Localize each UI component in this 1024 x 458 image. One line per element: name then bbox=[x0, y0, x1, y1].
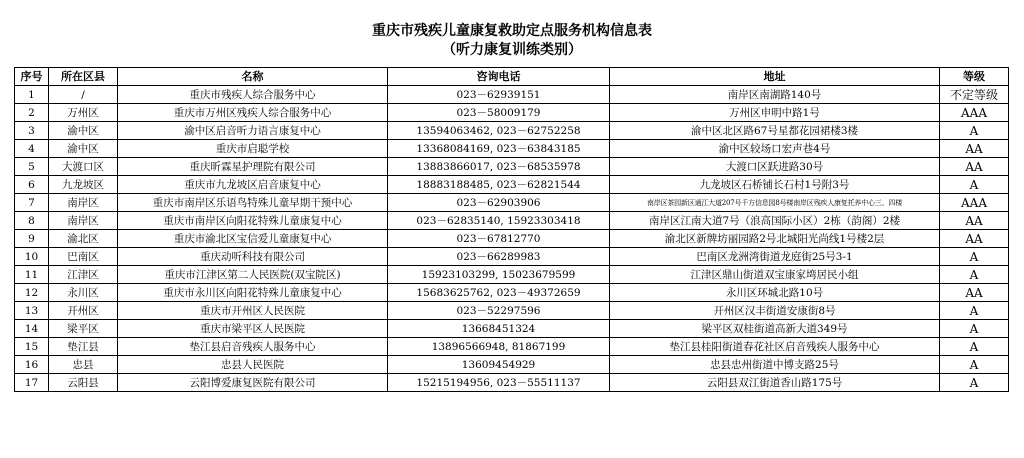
cell-name: 重庆市南岸区向阳花特殊儿童康复中心 bbox=[118, 212, 388, 230]
cell-address: 开州区汉丰街道安康街8号 bbox=[610, 302, 940, 320]
table-row bbox=[15, 104, 1009, 122]
cell-phone: 023－62835140, 15923303418 bbox=[388, 212, 610, 230]
cell-address: 南岸区江南大道7号（浪高国际小区）2栋（韵阁）2楼 bbox=[610, 212, 940, 230]
cell-index: 14 bbox=[15, 320, 49, 338]
cell-index: 10 bbox=[15, 248, 49, 266]
cell-index: 16 bbox=[15, 356, 49, 374]
cell-grade: A bbox=[940, 176, 1009, 194]
institution-table bbox=[14, 67, 1009, 392]
cell-name: 云阳博爱康复医院有限公司 bbox=[118, 374, 388, 392]
cell-address: 云阳县双江街道香山路175号 bbox=[610, 374, 940, 392]
cell-district: 南岸区 bbox=[49, 212, 118, 230]
cell-index: 1 bbox=[15, 86, 49, 104]
table-row bbox=[15, 374, 1009, 392]
cell-grade: 不定等级 bbox=[940, 86, 1009, 104]
cell-index: 13 bbox=[15, 302, 49, 320]
table-row bbox=[15, 212, 1009, 230]
table-row bbox=[15, 176, 1009, 194]
cell-phone: 13668451324 bbox=[388, 320, 610, 338]
cell-name: 重庆市启聪学校 bbox=[118, 140, 388, 158]
cell-phone: 18883188485, 023－62821544 bbox=[388, 176, 610, 194]
cell-index: 3 bbox=[15, 122, 49, 140]
table-row bbox=[15, 140, 1009, 158]
cell-district: 渝北区 bbox=[49, 230, 118, 248]
header-index: 序号 bbox=[15, 68, 49, 86]
cell-index: 4 bbox=[15, 140, 49, 158]
cell-phone: 13896566948, 81867199 bbox=[388, 338, 610, 356]
cell-name: 重庆市南岸区乐语鸟特殊儿童早期干预中心 bbox=[118, 194, 388, 212]
cell-phone: 15683625762, 023－49372659 bbox=[388, 284, 610, 302]
header-address: 地址 bbox=[610, 68, 940, 86]
cell-grade: AA bbox=[940, 158, 1009, 176]
cell-phone: 023－58009179 bbox=[388, 104, 610, 122]
cell-address: 永川区环城北路10号 bbox=[610, 284, 940, 302]
table-row bbox=[15, 356, 1009, 374]
cell-name: 渝中区启音听力语言康复中心 bbox=[118, 122, 388, 140]
cell-grade: A bbox=[940, 248, 1009, 266]
table-body bbox=[15, 86, 1009, 392]
cell-district: 渝中区 bbox=[49, 122, 118, 140]
cell-phone: 023－62939151 bbox=[388, 86, 610, 104]
cell-district: 江津区 bbox=[49, 266, 118, 284]
table-row bbox=[15, 194, 1009, 212]
cell-address: 南岸区茶园新区通江大道207号千方信息园8号楼南岸区残疾人康复托养中心三、四楼 bbox=[610, 194, 940, 212]
cell-district: / bbox=[49, 86, 118, 104]
cell-name: 重庆市渝北区宝信爱儿童康复中心 bbox=[118, 230, 388, 248]
cell-grade: A bbox=[940, 356, 1009, 374]
cell-name: 忠县人民医院 bbox=[118, 356, 388, 374]
cell-address: 万州区申明中路1号 bbox=[610, 104, 940, 122]
cell-index: 15 bbox=[15, 338, 49, 356]
cell-phone: 13609454929 bbox=[388, 356, 610, 374]
cell-district: 梁平区 bbox=[49, 320, 118, 338]
cell-district: 垫江县 bbox=[49, 338, 118, 356]
cell-index: 17 bbox=[15, 374, 49, 392]
cell-name: 重庆市开州区人民医院 bbox=[118, 302, 388, 320]
page-title: 重庆市残疾儿童康复救助定点服务机构信息表 bbox=[372, 23, 652, 39]
table-row bbox=[15, 320, 1009, 338]
cell-grade: AA bbox=[940, 230, 1009, 248]
cell-district: 忠县 bbox=[49, 356, 118, 374]
cell-district: 南岸区 bbox=[49, 194, 118, 212]
cell-district: 开州区 bbox=[49, 302, 118, 320]
cell-grade: AAA bbox=[940, 104, 1009, 122]
cell-district: 巴南区 bbox=[49, 248, 118, 266]
table-header-row bbox=[15, 68, 1009, 86]
cell-address: 忠县忠州街道中博支路25号 bbox=[610, 356, 940, 374]
cell-index: 6 bbox=[15, 176, 49, 194]
cell-phone: 13594063462, 023－62752258 bbox=[388, 122, 610, 140]
cell-phone: 15215194956, 023－55511137 bbox=[388, 374, 610, 392]
header-district: 所在区县 bbox=[49, 68, 118, 86]
cell-index: 11 bbox=[15, 266, 49, 284]
cell-name: 重庆市九龙坡区启音康复中心 bbox=[118, 176, 388, 194]
cell-grade: A bbox=[940, 320, 1009, 338]
cell-name: 垫江县启音残疾人服务中心 bbox=[118, 338, 388, 356]
cell-phone: 13368084169, 023－63843185 bbox=[388, 140, 610, 158]
cell-grade: A bbox=[940, 374, 1009, 392]
cell-name: 重庆市永川区向阳花特殊儿童康复中心 bbox=[118, 284, 388, 302]
table-row bbox=[15, 122, 1009, 140]
header-name: 名称 bbox=[118, 68, 388, 86]
cell-grade: A bbox=[940, 338, 1009, 356]
cell-grade: AAA bbox=[940, 194, 1009, 212]
table-row bbox=[15, 338, 1009, 356]
header-phone: 咨询电话 bbox=[388, 68, 610, 86]
cell-address: 南岸区南湖路140号 bbox=[610, 86, 940, 104]
cell-address: 渝中区较场口宏声巷4号 bbox=[610, 140, 940, 158]
cell-district: 云阳县 bbox=[49, 374, 118, 392]
cell-name: 重庆市江津区第二人民医院(双宝院区) bbox=[118, 266, 388, 284]
cell-name: 重庆市梁平区人民医院 bbox=[118, 320, 388, 338]
cell-district: 永川区 bbox=[49, 284, 118, 302]
cell-grade: AA bbox=[940, 140, 1009, 158]
cell-phone: 13883866017, 023－68535978 bbox=[388, 158, 610, 176]
cell-index: 5 bbox=[15, 158, 49, 176]
cell-index: 2 bbox=[15, 104, 49, 122]
cell-phone: 15923103299, 15023679599 bbox=[388, 266, 610, 284]
cell-index: 8 bbox=[15, 212, 49, 230]
table-row bbox=[15, 266, 1009, 284]
cell-name: 重庆市残疾人综合服务中心 bbox=[118, 86, 388, 104]
cell-phone: 023－62903906 bbox=[388, 194, 610, 212]
table-row bbox=[15, 302, 1009, 320]
table-row bbox=[15, 230, 1009, 248]
cell-index: 12 bbox=[15, 284, 49, 302]
cell-address: 渝中区北区路67号星都花园裙楼3楼 bbox=[610, 122, 940, 140]
page-subtitle: （听力康复训练类别） bbox=[442, 42, 582, 58]
cell-grade: A bbox=[940, 122, 1009, 140]
cell-index: 7 bbox=[15, 194, 49, 212]
header-grade: 等级 bbox=[940, 68, 1009, 86]
cell-phone: 023－52297596 bbox=[388, 302, 610, 320]
cell-address: 江津区鼎山街道双宝康家塆居民小组 bbox=[610, 266, 940, 284]
table-row bbox=[15, 248, 1009, 266]
cell-district: 渝中区 bbox=[49, 140, 118, 158]
cell-address: 垫江县桂阳街道春花社区启音残疾人服务中心 bbox=[610, 338, 940, 356]
cell-phone: 023－66289983 bbox=[388, 248, 610, 266]
table-row bbox=[15, 158, 1009, 176]
cell-district: 九龙坡区 bbox=[49, 176, 118, 194]
table-row bbox=[15, 284, 1009, 302]
cell-district: 万州区 bbox=[49, 104, 118, 122]
cell-address: 大渡口区跃进路30号 bbox=[610, 158, 940, 176]
cell-grade: A bbox=[940, 302, 1009, 320]
cell-address: 九龙坡区石桥铺长石村1号附3号 bbox=[610, 176, 940, 194]
cell-name: 重庆动听科技有限公司 bbox=[118, 248, 388, 266]
cell-phone: 023－67812770 bbox=[388, 230, 610, 248]
cell-grade: AA bbox=[940, 284, 1009, 302]
cell-grade: AA bbox=[940, 212, 1009, 230]
cell-address: 梁平区双桂街道高新大道349号 bbox=[610, 320, 940, 338]
cell-index: 9 bbox=[15, 230, 49, 248]
cell-address: 渝北区新牌坊丽园路2号北城阳光尚线1号楼2层 bbox=[610, 230, 940, 248]
cell-district: 大渡口区 bbox=[49, 158, 118, 176]
cell-grade: A bbox=[940, 266, 1009, 284]
cell-name: 重庆市万州区残疾人综合服务中心 bbox=[118, 104, 388, 122]
cell-name: 重庆昕霖星护理院有限公司 bbox=[118, 158, 388, 176]
table-row bbox=[15, 86, 1009, 104]
cell-address: 巴南区龙洲湾街道龙庭街25号3-1 bbox=[610, 248, 940, 266]
